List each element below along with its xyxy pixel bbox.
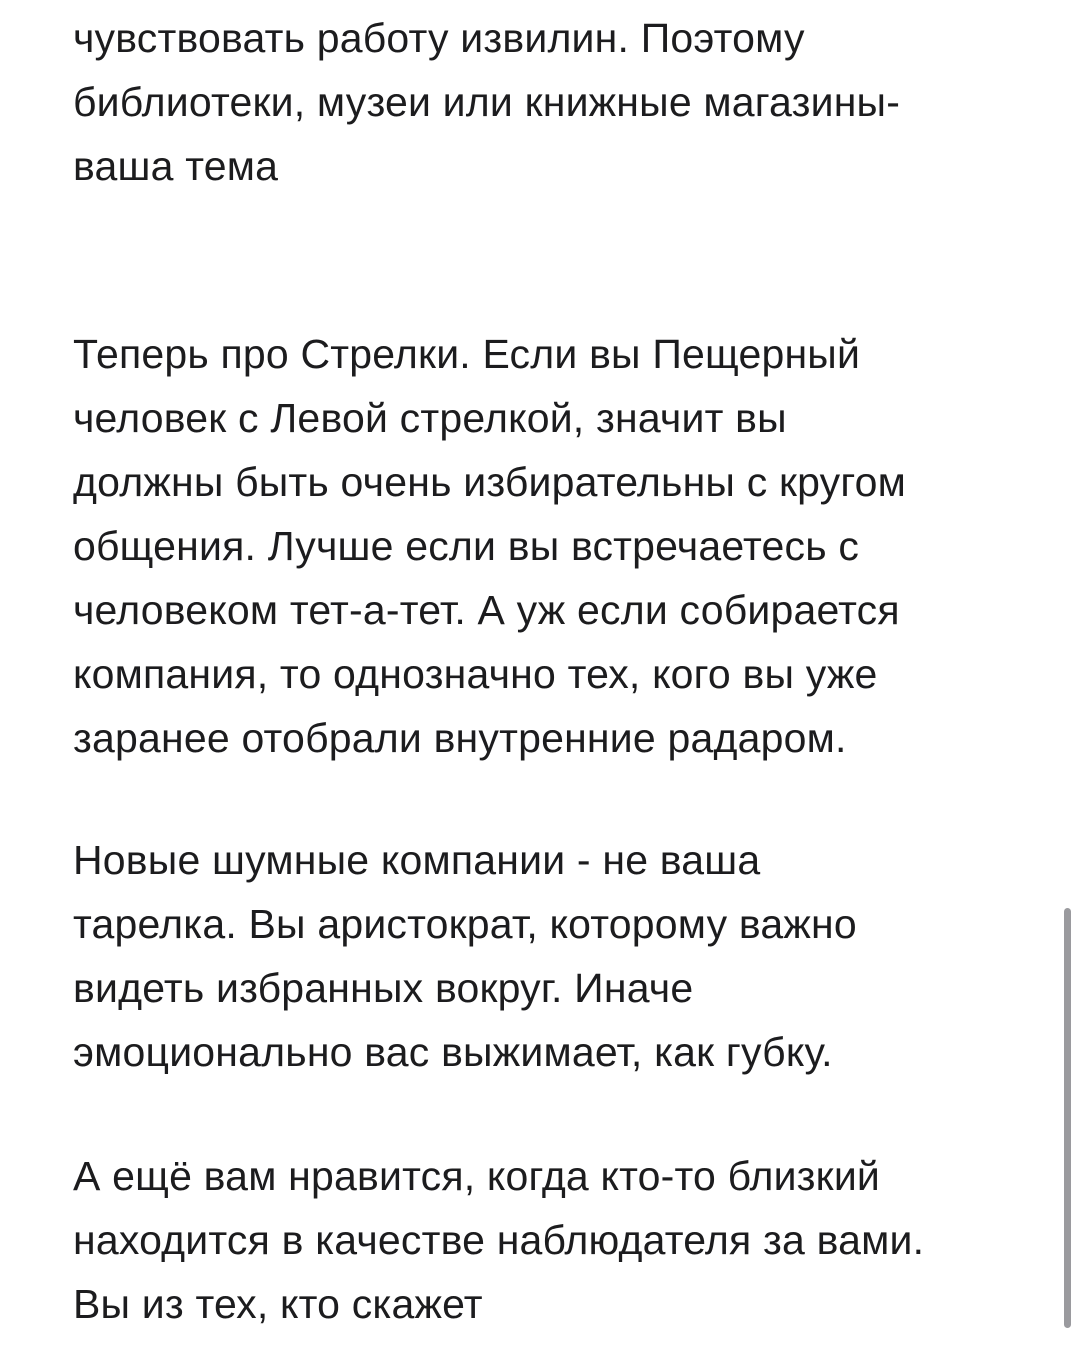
note-text-line: библиотеки, музеи или книжные магазины-	[73, 79, 901, 125]
note-text-line: эмоционально вас выжимает, как губку.	[73, 1029, 833, 1075]
note-text-line: находится в качестве наблюдателя за вами.	[73, 1217, 925, 1263]
note-text-line: Вы из тех, кто скажет	[73, 1281, 483, 1327]
vertical-scrollbar[interactable]	[1064, 908, 1071, 1328]
note-text-line: Новые шумные компании - не ваша	[73, 837, 761, 883]
note-text-line: А ещё вам нравится, когда кто-то близкий	[73, 1153, 881, 1199]
note-text-line: ваша тема	[73, 143, 279, 189]
note-text-line: человеком тет-а-тет. А уж если собирается	[73, 587, 900, 633]
note-text-line: видеть избранных вокруг. Иначе	[73, 965, 694, 1011]
note-text-line: компания, то однозначно тех, кого вы уже	[73, 651, 878, 697]
note-text-line: человек с Левой стрелкой, значит вы	[73, 395, 787, 441]
note-text-line: заранее отобрали внутренние радаром.	[73, 715, 847, 761]
note-text-line: должны быть очень избирательны с кругом	[73, 459, 907, 505]
note-text-line: общения. Лучше если вы встречаетесь с	[73, 523, 860, 569]
note-text-line: тарелка. Вы аристократ, которому важно	[73, 901, 857, 947]
note-text-line: чувствовать работу извилин. Поэтому	[73, 15, 805, 61]
note-text-line: Теперь про Стрелки. Если вы Пещерный	[73, 331, 861, 377]
